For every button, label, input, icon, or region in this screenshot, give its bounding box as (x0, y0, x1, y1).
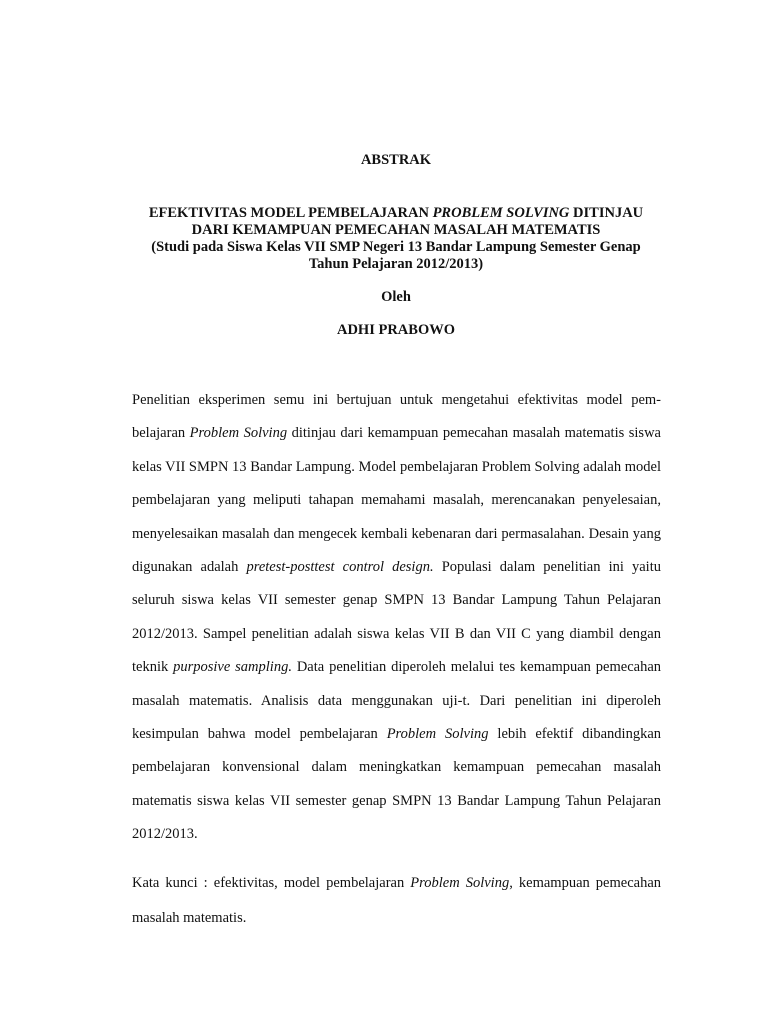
abstract-italic-4: Problem Solving (386, 726, 489, 743)
title-line-3: (Studi pada Siswa Kelas VII SMP Negeri 13 Bandar Lampung Semester Genap (151, 239, 641, 255)
title-line-4: Tahun Pelajaran 2012/2013) (308, 256, 484, 272)
abstract-text-2: ditinjau dari kemampuan pemecahan masalah matematis siswa kelas VII SMPN 13 Bandar Lampung. Model pembelajaran Problem Solving adalah model pembelajaran yang meliputi tahapan memahami masalah, merencanakan penyelesaian, menyelesaikan masalah dan mengecek kembali kebenaran dari permasalahan. Desain yang digunakan adalah (132, 425, 661, 576)
author-name: ADHI PRABOWO (336, 322, 456, 338)
title-line-1-suffix: DITINJAU (569, 205, 644, 221)
title-line-1 (0, 205, 768, 222)
by-label: Oleh (381, 289, 411, 305)
abstract-text-5: lebih efektif dibandingkan pembelajaran konvensional dalam meningkatkan kemampuan pemecahan masalah matematis siswa kelas VII semester genap SMPN 13 Bandar Lampung Tahun Pelajaran 2012/2013. (132, 726, 661, 843)
keywords-italic: Problem Solving (410, 875, 510, 891)
abstract-text-4: Data penelitian diperoleh melalui tes kemampuan pemecahan masalah matematis. Analisis data menggunakan uji-t. Dari penelitian ini diperoleh kesimpulan bahwa model pembelajaran (132, 659, 661, 743)
document-title (0, 205, 768, 273)
abstract-italic-2: pretest-posttest control design. (246, 559, 434, 576)
title-line-1-italic: PROBLEM SOLVING (432, 205, 570, 221)
keywords-prefix: Kata kunci : efektivitas, model pembelajaran (132, 875, 411, 891)
abstract-body (132, 384, 661, 852)
abstract-italic-1: Problem Solving (189, 425, 288, 442)
abstract-italic-3: purposive sampling. (173, 659, 292, 676)
abstract-text-3: Populasi dalam penelitian ini yaitu seluruh siswa kelas VII semester genap SMPN 13 Bandar Lampung Tahun Pelajaran 2012/2013. Sampel penelitian adalah siswa kelas VII B dan VII C yang diambil dengan teknik (132, 559, 661, 676)
title-line-1-prefix: EFEKTIVITAS MODEL PEMBELAJARAN (148, 205, 433, 221)
title-line-2: DARI KEMAMPUAN PEMECAHAN MASALAH MATEMATIS (191, 222, 601, 238)
abstract-text-1: Penelitian eksperimen semu ini bertujuan untuk mengetahui efektivitas model pem-belajaran (132, 392, 661, 442)
keywords-paragraph (132, 866, 661, 936)
keywords-suffix: , kemampuan pemecahan masalah matematis. (132, 875, 662, 926)
abstract-heading: ABSTRAK (360, 152, 432, 168)
